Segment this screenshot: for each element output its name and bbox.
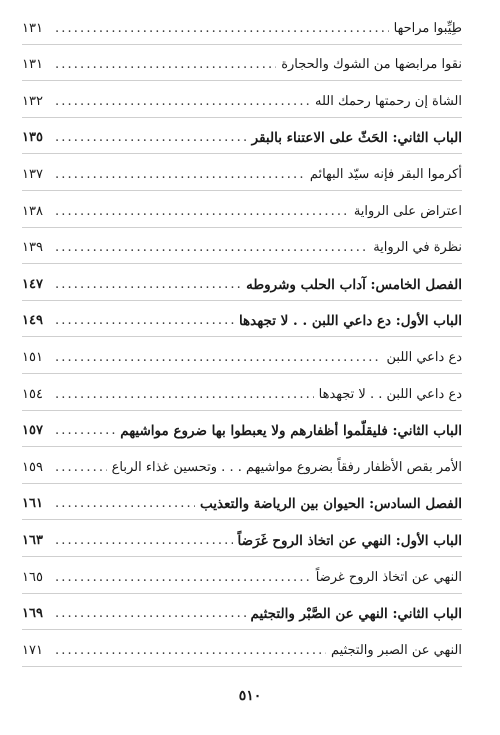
toc-entry-page: ١٣٨: [22, 203, 43, 219]
toc-entry-title: الباب الثاني: النهي عن الصَّبْر والتجثيم: [250, 606, 462, 623]
toc-entry-title: طِيِّبوا مراحها: [393, 20, 462, 36]
toc-entry: [22, 630, 462, 667]
dot-leader: [55, 387, 314, 403]
toc-entry: [22, 301, 462, 338]
dot-leader: [55, 533, 233, 549]
toc-entry-page: ١٣٩: [22, 240, 43, 256]
page-number: ٥١٠: [238, 688, 262, 704]
toc-entry-title: الباب الثاني: الحَثّ على الاعتناء بالبقر: [251, 130, 462, 147]
toc-entry-title: الفصل السادس: الحيوان بين الرياضة والتعذيب: [200, 496, 462, 513]
dot-leader: [55, 204, 349, 220]
toc-entry: [22, 484, 462, 521]
dot-leader: [55, 21, 389, 37]
toc-entry: [22, 154, 462, 191]
toc-entry-title: نقوا مرابضها من الشوك والحجارة: [281, 57, 462, 73]
dot-leader: [55, 606, 246, 622]
dot-leader: [55, 167, 305, 183]
toc-entry-page: ١٣٥: [22, 130, 43, 146]
toc-entry-title: دع داعي اللبن . . لا تجهدها: [318, 386, 462, 402]
toc-entry-title: الأمر بقص الأظفار رفقاً بضروع مواشيهم . . . وتحسين غذاء الرباع: [111, 459, 462, 475]
dot-leader: [55, 94, 310, 110]
toc-entry: [22, 557, 462, 594]
toc-entry-page: ١٥٩: [22, 459, 43, 475]
toc-entry-page: ١٧١: [22, 642, 43, 658]
toc-entry-title: الباب الأول: دع داعي اللبن . . لا تجهدها: [238, 313, 462, 330]
toc-entry-title: النهي عن الصبر والتجثيم: [331, 642, 462, 658]
toc-entry: [22, 264, 462, 301]
dot-leader: [55, 570, 311, 586]
toc-entry: [22, 374, 462, 411]
toc-entry: [22, 81, 462, 118]
toc-entry-page: ١٥٧: [22, 423, 43, 439]
toc-entry-title: الفصل الخامس: آداب الحلب وشروطه: [246, 276, 462, 293]
dot-leader: [55, 313, 234, 329]
dot-leader: [55, 57, 276, 73]
toc-entry: [22, 594, 462, 631]
toc-entry-title: نظرة في الرواية: [373, 240, 462, 256]
toc-entry-page: ١٦٥: [22, 569, 43, 585]
toc-entry-page: ١٣٢: [22, 93, 43, 109]
toc-entry: [22, 520, 462, 557]
toc-entry: [22, 8, 462, 45]
dot-leader: [55, 277, 241, 293]
toc-entry-title: الباب الأول: النهي عن اتخاذ الروح غَرَضاً: [237, 532, 462, 549]
toc-entry: [22, 447, 462, 484]
dot-leader: [55, 130, 247, 146]
toc-entry-page: ١٥١: [22, 349, 43, 365]
toc-entry: [22, 45, 462, 82]
toc-entry-page: ١٦٩: [22, 606, 43, 622]
toc-entry-title: النهي عن اتخاذ الروح غرضاً: [315, 569, 462, 585]
toc-entry-title: اعتراض على الرواية: [353, 203, 462, 219]
dot-leader: [55, 350, 382, 366]
toc-entry: [22, 411, 462, 448]
toc-entry: [22, 228, 462, 265]
table-of-contents: [22, 8, 462, 667]
toc-entry-page: ١٦٣: [22, 532, 43, 548]
toc-entry-page: ١٣١: [22, 20, 43, 36]
toc-entry-page: ١٣١: [22, 57, 43, 73]
toc-entry-title: الباب الثاني: فليقلّموا أظفارهم ولا يعبطوا بها ضروع مواشيهم: [120, 423, 462, 440]
toc-entry-title: دع داعي اللبن: [386, 349, 462, 365]
dot-leader: [55, 643, 326, 659]
dot-leader: [55, 240, 368, 256]
dot-leader: [55, 460, 107, 476]
toc-entry: [22, 191, 462, 228]
dot-leader: [55, 496, 195, 512]
toc-entry-title: الشاة إن رحمتها رحمك الله: [315, 93, 462, 109]
toc-entry-page: ١٦١: [22, 496, 43, 512]
toc-entry-page: ١٤٩: [22, 313, 43, 329]
toc-entry-page: ١٥٤: [22, 386, 43, 402]
toc-entry: [22, 118, 462, 155]
toc-entry-page: ١٤٧: [22, 276, 43, 292]
toc-entry-title: أكرموا البقر فإنه سيّد البهائم: [309, 166, 462, 182]
dot-leader: [55, 423, 115, 439]
toc-entry: [22, 337, 462, 374]
toc-entry-page: ١٣٧: [22, 166, 43, 182]
